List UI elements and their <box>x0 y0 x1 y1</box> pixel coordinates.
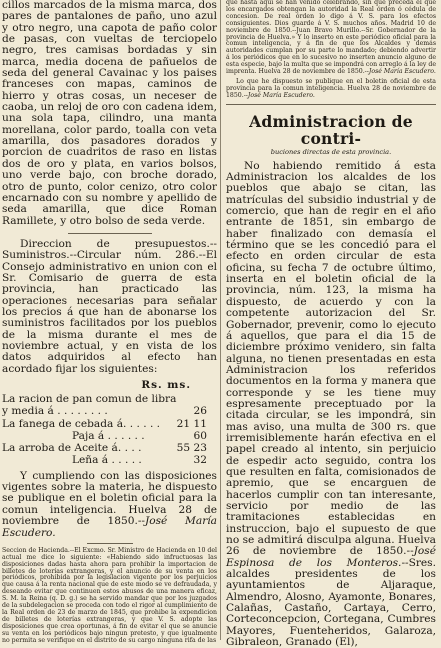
section-divider <box>68 233 152 234</box>
publication-order-text: Y cumpliendo con las disposiciones vigentes sobre la materia, he dispuesto se publique en el boletin oficial para la comun inteligencia. Huelva 28 de noviembre de 1850.-- <box>2 469 217 528</box>
table-cell-label: y media á . . . . . . . . <box>2 405 108 418</box>
subscription-text: Lo que he dispuesto se publique en el boletin oficial de esta provincia para la comun inteligencia. Huelva 28 de noviembre de 1850.-- <box>226 77 436 99</box>
currency-header: Rs. ms. <box>141 379 191 391</box>
signature-small: José María Escudero. <box>247 91 315 99</box>
treasury-continuation-paragraph <box>226 0 436 76</box>
table-cell-label: Leña á . . . . . <box>72 454 142 467</box>
table-cell-value: 26 <box>193 405 207 418</box>
table-row <box>2 442 217 454</box>
table-cell-value: 55 23 <box>176 442 207 455</box>
budget-circular-paragraph: Direccion de presupuestos.--Suministros.--Circular núm. 286.--El Consejo administrativo en union con el Sr. Comisario de guerra de esta provincia, han practicado las operaciones necesarias para señalar los precios á que han de abonarse los suministros facilitados por los pueblos de la misma durante el mes de noviembre actual, y en vista de los datos adquiridos al efecto han acordado fijar los siguientes: <box>2 237 217 375</box>
table-cell-label: La arroba de Aceite á. . . . <box>2 442 142 455</box>
table-cell-value <box>176 393 217 405</box>
right-column <box>226 0 436 648</box>
table-cell-label: La racion de pan comun de libra <box>2 393 177 405</box>
column-divider <box>220 0 221 640</box>
table-row <box>2 418 217 430</box>
subscription-paragraph <box>226 79 436 100</box>
lost-items-paragraph: cillos marcados de la misma marca, dos pares de pantalones de paño, uno azul y otro negro, una capota de paño color de pasas, con vueltas de terciopelo negro, tres camisas bordadas y sin marca, media docena de pañuelos de seda del general Cavainac y los paises franceses con mapas, caminos de hierro y otras cosas, un neceser de caoba, un reloj de oro con cadena idem, una sola tapa, cilindro, una manta morellana, color pardo, toalla con veta amarilla, dos pasadores dorados y porcion de cuadritos de raso en listas dos de oro y plata, en varios bolsos, uno verde bajo, con broche dorado, otro de punto, color cenizo, otro color encarnado con su nombre y apellido de seda amarilla, que dice Roman Ramillete, y otro bolso de seda verde. <box>2 0 217 227</box>
prices-table <box>2 393 217 467</box>
administration-notice-paragraph <box>226 161 436 648</box>
table-cell-value: 32 <box>193 454 207 467</box>
section-divider <box>226 104 436 105</box>
notice-text: No habiendo remitido á esta Administracion los alcaldes de los pueblos que abajo se citan, las matrículas del subsidio industrial y de comercio, que han de regir en el año entrante de 1851, sin embargo de haber finalizado con demasía el término que se les concedió para el efecto en orden circular de esta oficina, su fecha 7 de octubre último, inserta en el boletin oficial de la provincia, núm. 123, la misma ha dispuesto, de acuerdo y con la competente autorizacion del Sr. Gobernador, prevenir, como lo ejecuto á aquellos, que para el dia 15 de diciembre próximo venidero, sin falta alguna, no tienen presentadas en esta Administracion los referidos documentos en la forma y manera que corresponde y se les tiene muy espresamente preceptuado por la citada circular, se les impondrá, sin mas aviso, una multa de 300 rs. que irremisiblemente harán efectiva en el papel creado al intento, sin perjuicio de espedir acto seguido, contra los que resulten en falta, comisionados de apremio, que se encarguen de hacerlos cumplir con tan interesante, servicio por medio de las tramitaciones establecidas en instruccion, bajo el supuesto de que no se admitirá disculpa alguna. Huelva 26 de noviembre de 1850.-- <box>226 159 436 558</box>
table-row <box>2 430 217 442</box>
table-cell-value: 21 11 <box>176 417 207 430</box>
section-subtitle: buciones directas de esta provincia. <box>270 147 392 156</box>
table-row <box>2 405 217 417</box>
mayors-list-text: --Sres. alcaldes presidentes de los ayuntamientos de Aljaraque, Almendro, Alosno, Ayamonte, Bonares, Calañas, Castaño, Cartaya, Cerro, Corteconcepcion, Cortegana, Cumbres Mayores, Fuenteheridos, Galaroza, Gibraleon, Granado (El), <box>226 556 436 648</box>
signature: José María Escudero. <box>2 515 217 539</box>
table-row <box>2 454 217 466</box>
table-row <box>2 393 217 405</box>
signature-small: José María Escudero. <box>368 68 436 76</box>
publication-order-paragraph <box>2 471 217 539</box>
left-column <box>2 0 217 645</box>
continuation-text: que hasta aquí se han venido celebrando, sin que preceda el que los encargados obtengan la autoridad la Real órden ó cédula de concesion. De real órden lo digo á V. S. para los efectos consiguientes. Dios guarde á V. S. muchos años. Madrid 10 de noviembre de 1850.--Juan Bravo Murillo.--Sr. Gobernador de la provincia de Huelva.» Y lo inserto en este periódico oficial para la comun inteligencia, y á fin de que los Alcaldes y demás autoridades cumplan por su parte lo mandado; debiendo advertir á los periódicos que en lo sucesivo no inserten anuncio alguno de esta especie, bajo la multa que se impondrá con arreglo á la ley de imprenta. Huelva 28 de noviembre de 1850.-- <box>226 0 436 76</box>
treasury-section-paragraph: Seccion de Hacienda.--El Excmo. Sr. Ministro de Hacienda en 10 del actual me dice lo siguiente: «Habiendo sido infructuosas las disposiciones dadas hasta ahora para prohibir la importacion de billetes de loterías extrangeras, y el anuncio de su venta en los periódicos, prohibida por la legislacion vigente por los perjuicios que causa á la renta nacional que de este modo se ve defraudada, y deseando evitar que continuen estos abusos de una manera eficaz, S. M. la Reina (q. D. g.) se ha servido mandar que por los juzgados de la subdelegacion se proceda con todo el rigor al cumplimiento de la Real orden de 23 de marzo de 1845, que prohibe la expendicion de billetes de loterías extrangeras, y que V. S. adopte las disposiciones que crea oportunas, á fin de evitar el que se anuncie su venta en los periódicos bajo ningun pretesto, y que igualmente no permita se verifique en el distrito de su cargo ninguna rifa de las <box>2 546 217 644</box>
section-headline: Administracion de contri- <box>249 111 413 148</box>
table-cell-value: 60 <box>193 429 207 442</box>
table-cell-label: La fanega de cebada á. . . . . . <box>2 417 161 430</box>
signature: José Espinosa de los Monteros. <box>226 545 436 569</box>
table-cell-label: Paja á . . . . . . <box>72 429 145 442</box>
section-divider <box>87 543 133 544</box>
